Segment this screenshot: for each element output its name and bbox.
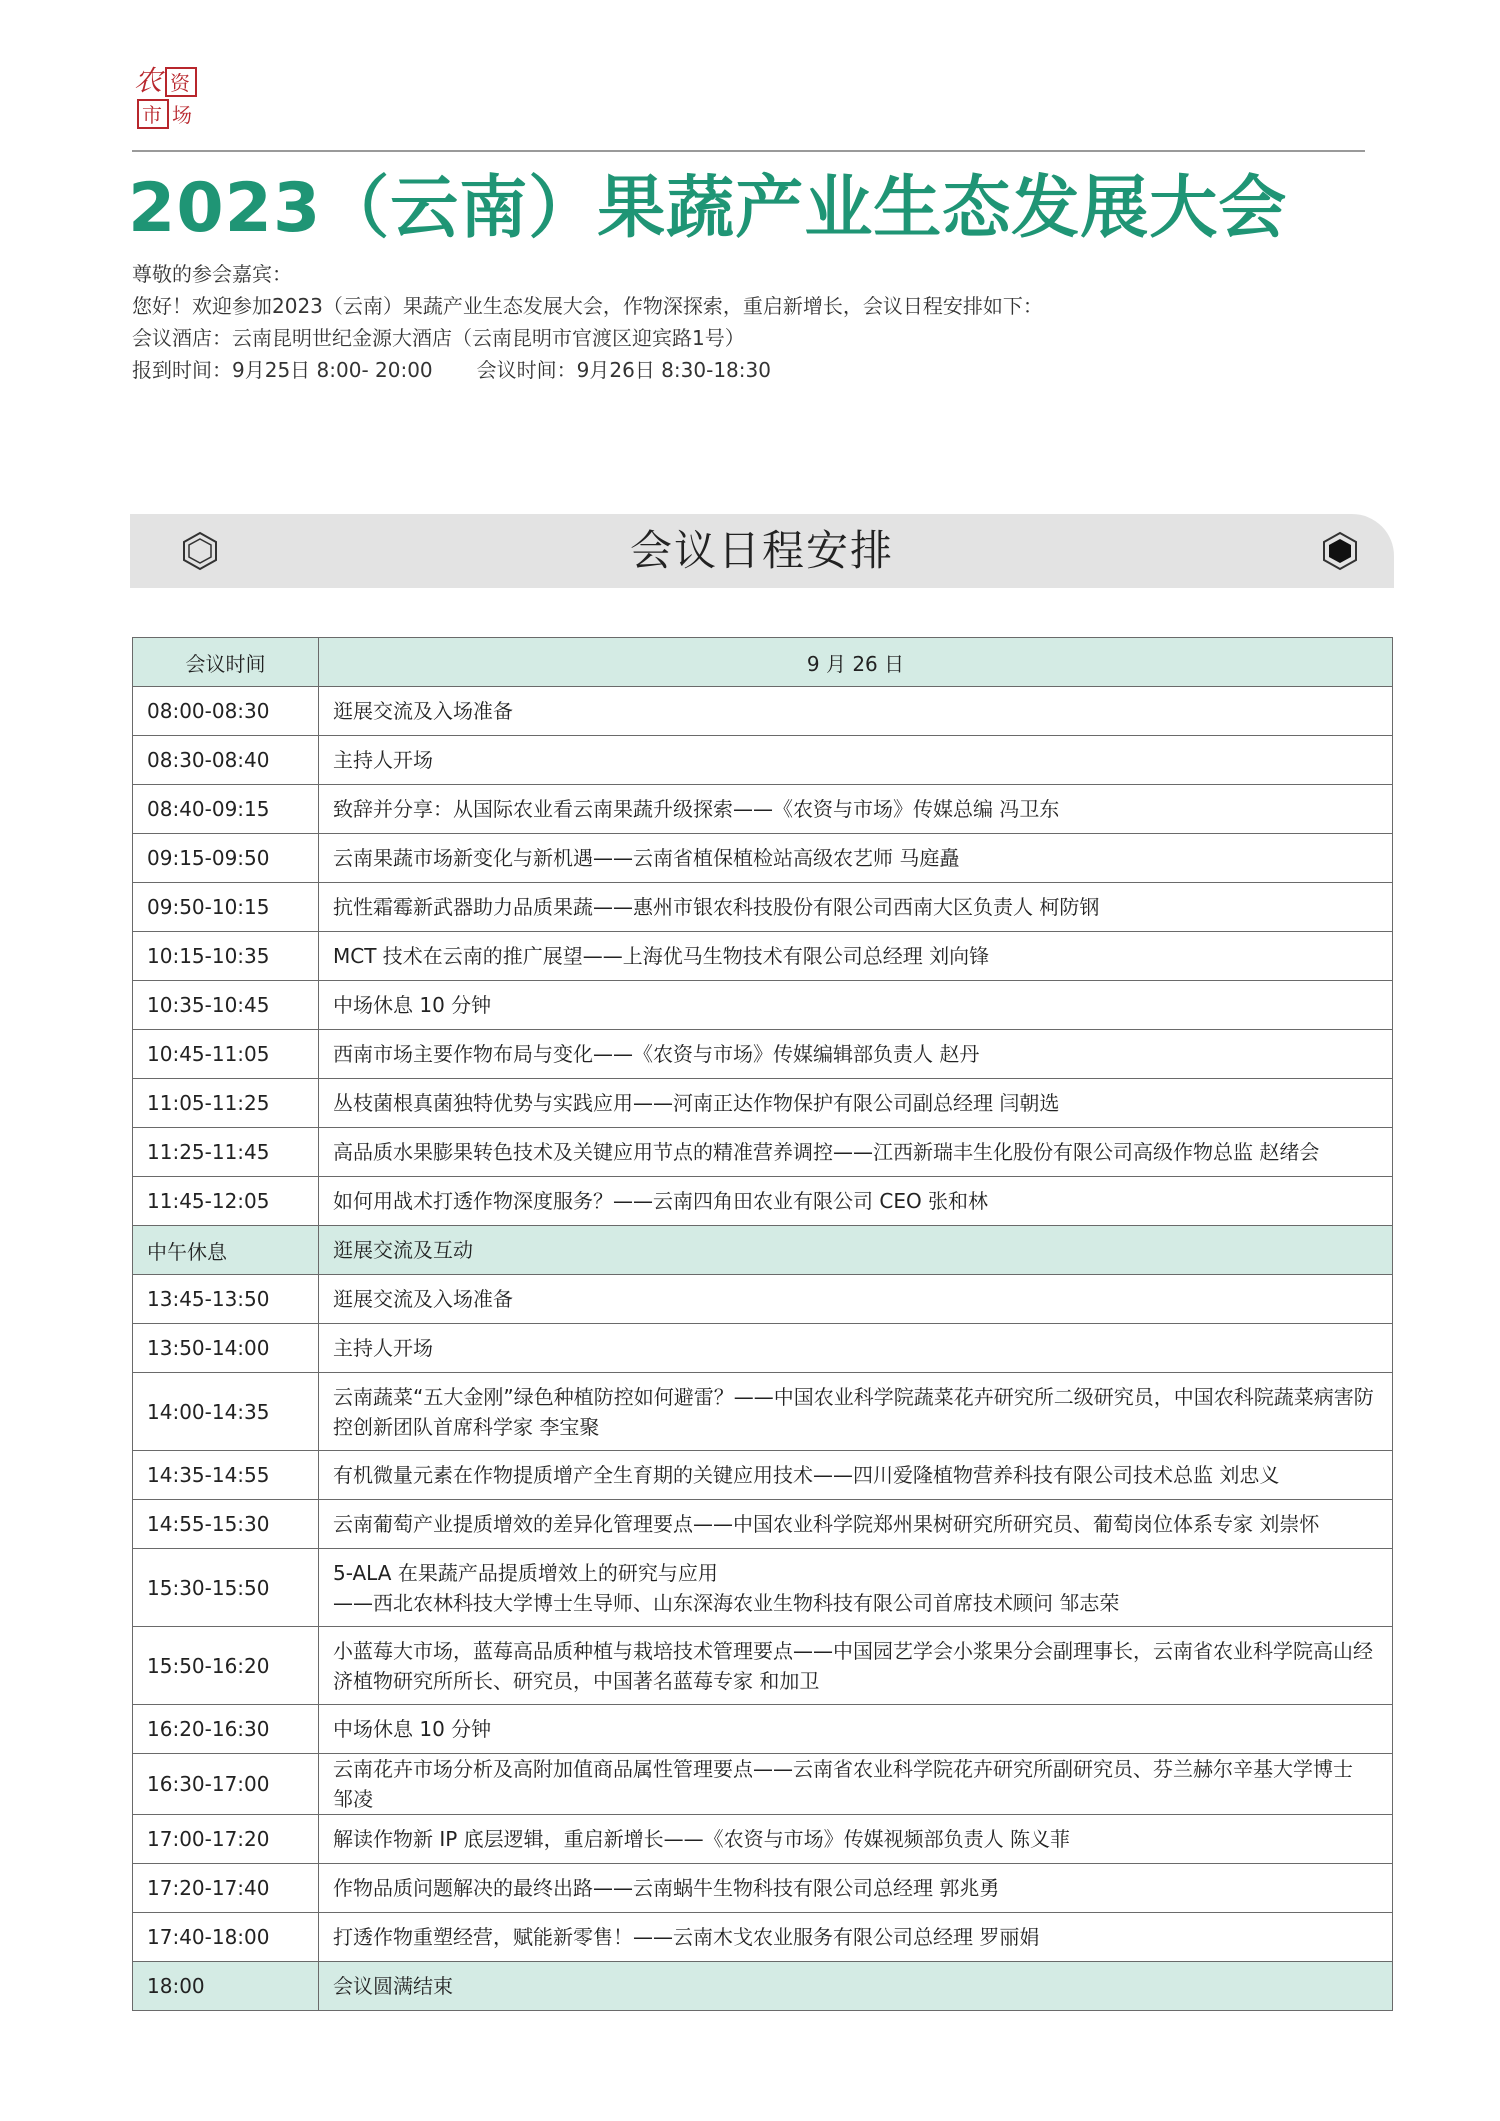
table-row: [133, 785, 1393, 834]
row-time: 17:00-17:20: [133, 1815, 319, 1864]
table-row: [133, 834, 1393, 883]
table-row-break: [133, 1226, 1393, 1275]
row-time: 中午休息: [133, 1226, 319, 1275]
table-row: [133, 981, 1393, 1030]
row-item: 逛展交流及互动: [319, 1226, 1393, 1275]
logo-char-nong: 农: [134, 64, 163, 97]
row-item: 云南葡萄产业提质增效的差异化管理要点——中国农业科学院郑州果树研究所研究员、葡萄岗位体系专家 刘崇怀: [319, 1500, 1393, 1549]
row-item: 作物品质问题解决的最终出路——云南蜗牛生物科技有限公司总经理 郭兆勇: [319, 1864, 1393, 1913]
table-row: [133, 1627, 1393, 1705]
row-item: 抗性霜霉新武器助力品质果蔬——惠州市银农科技股份有限公司西南大区负责人 柯防钢: [319, 883, 1393, 932]
row-item: 会议圆满结束: [319, 1962, 1393, 2011]
row-time: 16:30-17:00: [133, 1754, 319, 1815]
schedule-banner: [130, 514, 1394, 588]
row-item: 丛枝菌根真菌独特优势与实践应用——河南正达作物保护有限公司副总经理 闫朝选: [319, 1079, 1393, 1128]
row-time: 16:20-16:30: [133, 1705, 319, 1754]
row-item: 逛展交流及入场准备: [319, 687, 1393, 736]
table-row: [133, 1275, 1393, 1324]
row-item: 云南花卉市场分析及高附加值商品属性管理要点——云南省农业科学院花卉研究所副研究员、芬兰赫尔辛基大学博士 邹凌: [319, 1754, 1393, 1815]
row-item: 主持人开场: [319, 1324, 1393, 1373]
checkin-time: 报到时间：9月25日 8:00- 20:00: [132, 358, 433, 382]
table-row: [133, 1030, 1393, 1079]
row-item: [319, 1549, 1393, 1627]
row-item: 云南果蔬市场新变化与新机遇——云南省植保植检站高级农艺师 马庭矗: [319, 834, 1393, 883]
schedule-table: [132, 637, 1393, 2011]
table-row: [133, 1864, 1393, 1913]
row-time: 09:50-10:15: [133, 883, 319, 932]
row-time: 15:50-16:20: [133, 1627, 319, 1705]
logo-char-chang: 场: [172, 103, 192, 127]
row-time: 08:00-08:30: [133, 687, 319, 736]
row-item: 中场休息 10 分钟: [319, 1705, 1393, 1754]
row-item: 逛展交流及入场准备: [319, 1275, 1393, 1324]
row-time: 13:50-14:00: [133, 1324, 319, 1373]
row-time: 11:45-12:05: [133, 1177, 319, 1226]
table-row: [133, 1128, 1393, 1177]
row-time: 08:40-09:15: [133, 785, 319, 834]
welcome-text: 您好！欢迎参加2023（云南）果蔬产业生态发展大会，作物深探索，重启新增长，会议日程安排如下：: [132, 294, 1043, 318]
row-time: 08:30-08:40: [133, 736, 319, 785]
row-time: 10:15-10:35: [133, 932, 319, 981]
row-item: 西南市场主要作物布局与变化——《农资与市场》传媒编辑部负责人 赵丹: [319, 1030, 1393, 1079]
row-time: 11:25-11:45: [133, 1128, 319, 1177]
header-rule: [132, 150, 1365, 152]
table-row: [133, 1451, 1393, 1500]
table-row: [133, 1373, 1393, 1451]
row-item: 云南蔬菜“五大金刚”绿色种植防控如何避雷？——中国农业科学院蔬菜花卉研究所二级研究员，中国农科院蔬菜病害防控创新团队首席科学家 李宝聚: [319, 1373, 1393, 1451]
table-row: [133, 1754, 1393, 1815]
table-row: [133, 1913, 1393, 1962]
table-row: [133, 932, 1393, 981]
row-item: 如何用战术打透作物深度服务？——云南四角田农业有限公司 CEO 张和林: [319, 1177, 1393, 1226]
row-item: 主持人开场: [319, 736, 1393, 785]
logo-char-zi: 资: [170, 71, 190, 95]
table-row-end: [133, 1962, 1393, 2011]
row-time: 11:05-11:25: [133, 1079, 319, 1128]
row-time: 14:55-15:30: [133, 1500, 319, 1549]
row-time: 09:15-09:50: [133, 834, 319, 883]
row-time: 10:35-10:45: [133, 981, 319, 1030]
logo-char-shi: 市: [142, 103, 162, 127]
brand-logo: [132, 60, 204, 132]
table-row: [133, 883, 1393, 932]
greeting: 尊敬的参会嘉宾：: [132, 262, 292, 286]
row-item: 中场休息 10 分钟: [319, 981, 1393, 1030]
row-time: 18:00: [133, 1962, 319, 2011]
row-item: 有机微量元素在作物提质增产全生育期的关键应用技术——四川爱隆植物营养科技有限公司技术总监 刘忠义: [319, 1451, 1393, 1500]
hotel-info: 会议酒店：云南昆明世纪金源大酒店（云南昆明市官渡区迎宾路1号）: [132, 326, 745, 350]
row-time: 14:35-14:55: [133, 1451, 319, 1500]
table-row: [133, 1500, 1393, 1549]
row-time: 14:00-14:35: [133, 1373, 319, 1451]
row-item: 致辞并分享：从国际农业看云南果蔬升级探索——《农资与市场》传媒总编 冯卫东: [319, 785, 1393, 834]
table-row: [133, 687, 1393, 736]
table-row: [133, 1079, 1393, 1128]
page-title: 2023（云南）果蔬产业生态发展大会: [128, 169, 1288, 248]
table-header-row: [133, 638, 1393, 687]
schedule-title: 会议日程安排: [629, 526, 894, 575]
row-time: 13:45-13:50: [133, 1275, 319, 1324]
row-item-line2: ——西北农林科技大学博士生导师、山东深海农业生物科技有限公司首席技术顾问 邹志荣: [333, 1590, 1120, 1615]
row-item-line1: 5-ALA 在果蔬产品提质增效上的研究与应用: [333, 1560, 718, 1585]
row-item: 小蓝莓大市场，蓝莓高品质种植与栽培技术管理要点——中国园艺学会小浆果分会副理事长，云南省农业科学院高山经济植物研究所所长、研究员，中国著名蓝莓专家 和加卫: [319, 1627, 1393, 1705]
table-row: [133, 1705, 1393, 1754]
meeting-time: 会议时间：9月26日 8:30-18:30: [476, 358, 771, 382]
header-time: 会议时间: [133, 638, 319, 687]
row-item: 解读作物新 IP 底层逻辑，重启新增长——《农资与市场》传媒视频部负责人 陈义菲: [319, 1815, 1393, 1864]
table-row: [133, 1815, 1393, 1864]
row-time: 17:20-17:40: [133, 1864, 319, 1913]
row-item: MCT 技术在云南的推广展望——上海优马生物技术有限公司总经理 刘向锋: [319, 932, 1393, 981]
intro-block: [132, 258, 1332, 386]
table-row: [133, 1549, 1393, 1627]
table-row: [133, 736, 1393, 785]
row-item: 打透作物重塑经营，赋能新零售！——云南木戈农业服务有限公司总经理 罗丽娟: [319, 1913, 1393, 1962]
table-row: [133, 1324, 1393, 1373]
row-time: 15:30-15:50: [133, 1549, 319, 1627]
hexagon-filled-icon: [1320, 531, 1360, 571]
row-item: 高品质水果膨果转色技术及关键应用节点的精准营养调控——江西新瑞丰生化股份有限公司高级作物总监 赵绪会: [319, 1128, 1393, 1177]
table-row: [133, 1177, 1393, 1226]
header-date: 9 月 26 日: [319, 638, 1393, 687]
time-info: [132, 354, 1332, 386]
row-time: 10:45-11:05: [133, 1030, 319, 1079]
row-time: 17:40-18:00: [133, 1913, 319, 1962]
